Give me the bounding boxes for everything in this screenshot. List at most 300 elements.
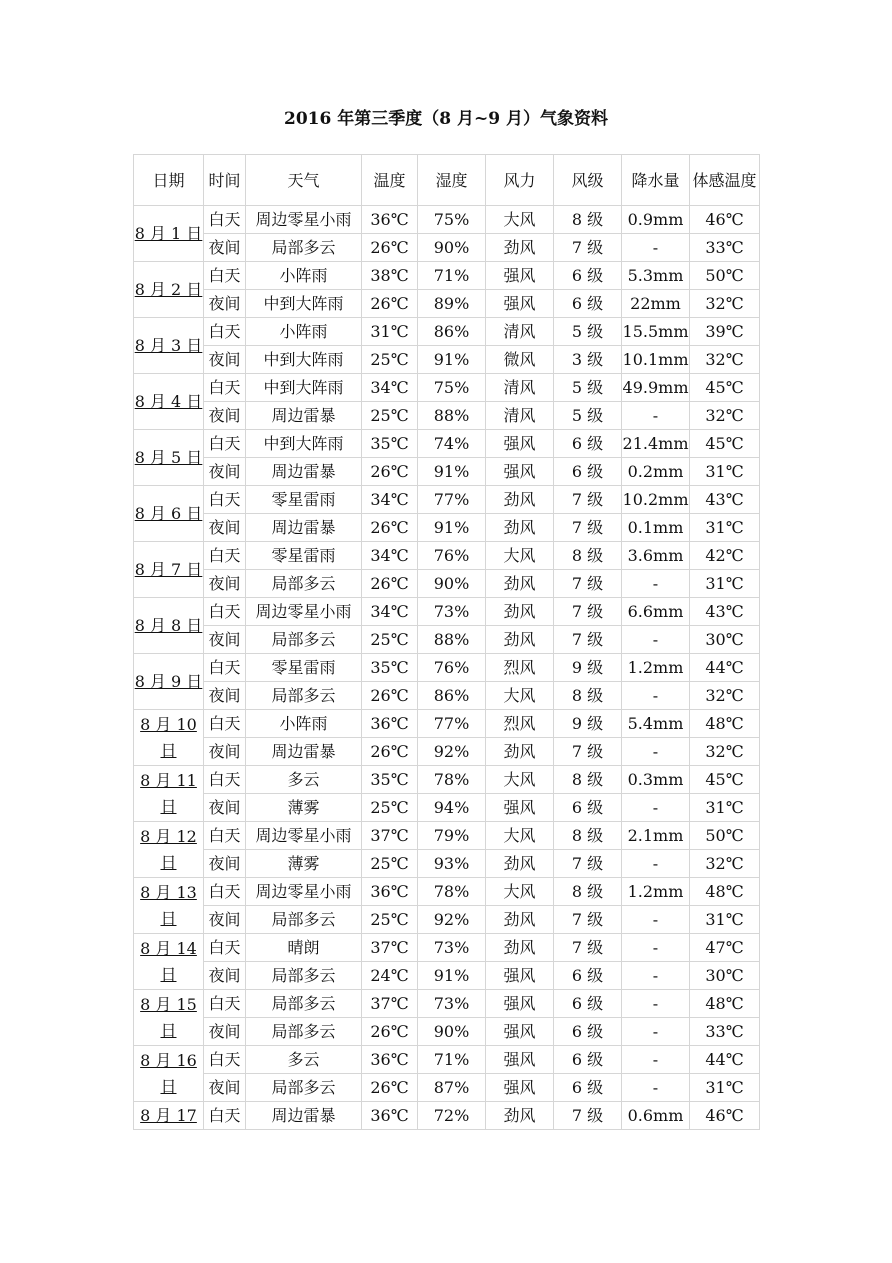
header-temperature: 温度 <box>362 155 418 206</box>
humidity-cell: 78% <box>418 878 486 906</box>
time-cell: 白天 <box>204 990 246 1018</box>
table-row <box>134 906 760 934</box>
temperature-cell: 37℃ <box>362 822 418 850</box>
header-feels-like: 体感温度 <box>690 155 760 206</box>
table-row <box>134 850 760 878</box>
wind-cell: 大风 <box>486 542 554 570</box>
time-cell: 白天 <box>204 1102 246 1130</box>
precipitation-cell: - <box>622 990 690 1018</box>
temperature-cell: 25℃ <box>362 402 418 430</box>
feels-like-cell: 43℃ <box>690 486 760 514</box>
feels-like-cell: 32℃ <box>690 682 760 710</box>
humidity-cell: 93% <box>418 850 486 878</box>
humidity-cell: 79% <box>418 822 486 850</box>
date-link[interactable]: 8 月 2 日 <box>134 279 203 299</box>
date-cell <box>134 654 204 710</box>
date-link[interactable]: 8 月 10 日 <box>140 714 197 760</box>
temperature-cell: 25℃ <box>362 850 418 878</box>
feels-like-cell: 33℃ <box>690 1018 760 1046</box>
wind-cell: 劲风 <box>486 598 554 626</box>
date-link[interactable]: 8 月 9 日 <box>134 671 203 691</box>
time-cell: 夜间 <box>204 850 246 878</box>
time-cell: 白天 <box>204 374 246 402</box>
date-cell <box>134 1102 204 1130</box>
feels-like-cell: 31℃ <box>690 1074 760 1102</box>
date-cell <box>134 374 204 430</box>
time-cell: 白天 <box>204 262 246 290</box>
wind-level-cell: 8 级 <box>554 542 622 570</box>
precipitation-cell: - <box>622 962 690 990</box>
wind-level-cell: 9 级 <box>554 710 622 738</box>
table-row <box>134 486 760 514</box>
wind-cell: 大风 <box>486 682 554 710</box>
temperature-cell: 25℃ <box>362 626 418 654</box>
wind-level-cell: 6 级 <box>554 458 622 486</box>
precipitation-cell: 0.3mm <box>622 766 690 794</box>
date-cell <box>134 318 204 374</box>
temperature-cell: 37℃ <box>362 934 418 962</box>
header-humidity: 湿度 <box>418 155 486 206</box>
weather-cell: 局部多云 <box>246 682 362 710</box>
humidity-cell: 71% <box>418 262 486 290</box>
table-row <box>134 794 760 822</box>
weather-cell: 周边零星小雨 <box>246 206 362 234</box>
precipitation-cell: 0.2mm <box>622 458 690 486</box>
weather-cell: 局部多云 <box>246 234 362 262</box>
date-cell <box>134 262 204 318</box>
temperature-cell: 26℃ <box>362 682 418 710</box>
feels-like-cell: 31℃ <box>690 514 760 542</box>
feels-like-cell: 47℃ <box>690 934 760 962</box>
humidity-cell: 76% <box>418 654 486 682</box>
table-row <box>134 318 760 346</box>
wind-cell: 清风 <box>486 402 554 430</box>
date-cell <box>134 710 204 766</box>
date-link[interactable]: 8 月 13 日 <box>140 882 197 928</box>
humidity-cell: 91% <box>418 514 486 542</box>
wind-level-cell: 8 级 <box>554 822 622 850</box>
temperature-cell: 25℃ <box>362 346 418 374</box>
time-cell: 夜间 <box>204 682 246 710</box>
temperature-cell: 25℃ <box>362 794 418 822</box>
temperature-cell: 36℃ <box>362 206 418 234</box>
weather-cell: 周边零星小雨 <box>246 878 362 906</box>
temperature-cell: 25℃ <box>362 906 418 934</box>
time-cell: 白天 <box>204 486 246 514</box>
precipitation-cell: 6.6mm <box>622 598 690 626</box>
humidity-cell: 90% <box>418 1018 486 1046</box>
precipitation-cell: - <box>622 1046 690 1074</box>
wind-level-cell: 9 级 <box>554 654 622 682</box>
time-cell: 夜间 <box>204 458 246 486</box>
feels-like-cell: 45℃ <box>690 374 760 402</box>
wind-level-cell: 7 级 <box>554 234 622 262</box>
wind-level-cell: 6 级 <box>554 1074 622 1102</box>
time-cell: 白天 <box>204 318 246 346</box>
header-wind: 风力 <box>486 155 554 206</box>
temperature-cell: 38℃ <box>362 262 418 290</box>
table-row <box>134 766 760 794</box>
table-row <box>134 1102 760 1130</box>
document-title: 2016 年第三季度（8 月~9 月）气象资料 <box>284 109 608 129</box>
wind-cell: 强风 <box>486 1074 554 1102</box>
date-link[interactable]: 8 月 1 日 <box>134 223 203 243</box>
time-cell: 白天 <box>204 430 246 458</box>
time-cell: 白天 <box>204 934 246 962</box>
date-cell <box>134 542 204 598</box>
temperature-cell: 34℃ <box>362 374 418 402</box>
precipitation-cell: - <box>622 1074 690 1102</box>
temperature-cell: 36℃ <box>362 1046 418 1074</box>
weather-table <box>133 154 760 1130</box>
temperature-cell: 24℃ <box>362 962 418 990</box>
feels-like-cell: 31℃ <box>690 458 760 486</box>
feels-like-cell: 48℃ <box>690 710 760 738</box>
weather-cell: 薄雾 <box>246 850 362 878</box>
temperature-cell: 37℃ <box>362 990 418 1018</box>
precipitation-cell: - <box>622 626 690 654</box>
wind-cell: 劲风 <box>486 234 554 262</box>
weather-cell: 局部多云 <box>246 1018 362 1046</box>
weather-cell: 中到大阵雨 <box>246 430 362 458</box>
wind-cell: 强风 <box>486 458 554 486</box>
feels-like-cell: 32℃ <box>690 850 760 878</box>
table-row <box>134 934 760 962</box>
time-cell: 夜间 <box>204 1018 246 1046</box>
humidity-cell: 77% <box>418 710 486 738</box>
temperature-cell: 31℃ <box>362 318 418 346</box>
time-cell: 夜间 <box>204 402 246 430</box>
weather-cell: 小阵雨 <box>246 710 362 738</box>
wind-cell: 劲风 <box>486 486 554 514</box>
date-link[interactable]: 8 月 5 日 <box>134 447 203 467</box>
time-cell: 夜间 <box>204 290 246 318</box>
table-row <box>134 962 760 990</box>
header-precipitation: 降水量 <box>622 155 690 206</box>
table-row <box>134 990 760 1018</box>
date-cell <box>134 822 204 878</box>
temperature-cell: 26℃ <box>362 570 418 598</box>
wind-cell: 大风 <box>486 766 554 794</box>
weather-cell: 局部多云 <box>246 990 362 1018</box>
temperature-cell: 36℃ <box>362 878 418 906</box>
time-cell: 夜间 <box>204 794 246 822</box>
time-cell: 夜间 <box>204 1074 246 1102</box>
weather-cell: 周边雷暴 <box>246 514 362 542</box>
humidity-cell: 92% <box>418 906 486 934</box>
wind-cell: 劲风 <box>486 626 554 654</box>
wind-level-cell: 6 级 <box>554 262 622 290</box>
humidity-cell: 91% <box>418 346 486 374</box>
feels-like-cell: 32℃ <box>690 290 760 318</box>
wind-cell: 强风 <box>486 430 554 458</box>
table-row <box>134 206 760 234</box>
table-row <box>134 262 760 290</box>
date-cell <box>134 598 204 654</box>
header-row <box>134 155 760 206</box>
weather-cell: 周边雷暴 <box>246 402 362 430</box>
weather-cell: 零星雷雨 <box>246 654 362 682</box>
feels-like-cell: 48℃ <box>690 878 760 906</box>
weather-cell: 小阵雨 <box>246 318 362 346</box>
wind-cell: 烈风 <box>486 654 554 682</box>
precipitation-cell: - <box>622 738 690 766</box>
wind-level-cell: 7 级 <box>554 514 622 542</box>
precipitation-cell: 2.1mm <box>622 822 690 850</box>
wind-level-cell: 5 级 <box>554 374 622 402</box>
wind-cell: 大风 <box>486 206 554 234</box>
table-row <box>134 234 760 262</box>
humidity-cell: 73% <box>418 598 486 626</box>
date-link[interactable]: 8 月 12 日 <box>140 826 197 872</box>
weather-cell: 局部多云 <box>246 906 362 934</box>
weather-cell: 周边雷暴 <box>246 738 362 766</box>
date-cell <box>134 878 204 934</box>
table-row <box>134 1018 760 1046</box>
wind-level-cell: 6 级 <box>554 1018 622 1046</box>
feels-like-cell: 30℃ <box>690 626 760 654</box>
wind-level-cell: 6 级 <box>554 990 622 1018</box>
wind-level-cell: 7 级 <box>554 570 622 598</box>
wind-cell: 强风 <box>486 1018 554 1046</box>
weather-cell: 多云 <box>246 1046 362 1074</box>
precipitation-cell: 1.2mm <box>622 878 690 906</box>
table-row <box>134 822 760 850</box>
date-link[interactable]: 8 月 17 <box>140 1105 197 1125</box>
table-row <box>134 346 760 374</box>
feels-like-cell: 46℃ <box>690 206 760 234</box>
humidity-cell: 74% <box>418 430 486 458</box>
weather-cell: 晴朗 <box>246 934 362 962</box>
humidity-cell: 72% <box>418 1102 486 1130</box>
wind-level-cell: 6 级 <box>554 1046 622 1074</box>
weather-cell: 中到大阵雨 <box>246 290 362 318</box>
weather-cell: 局部多云 <box>246 626 362 654</box>
precipitation-cell: 22mm <box>622 290 690 318</box>
temperature-cell: 34℃ <box>362 598 418 626</box>
feels-like-cell: 31℃ <box>690 794 760 822</box>
wind-cell: 强风 <box>486 990 554 1018</box>
wind-cell: 微风 <box>486 346 554 374</box>
weather-cell: 薄雾 <box>246 794 362 822</box>
feels-like-cell: 45℃ <box>690 766 760 794</box>
temperature-cell: 34℃ <box>362 542 418 570</box>
precipitation-cell: - <box>622 794 690 822</box>
wind-cell: 清风 <box>486 318 554 346</box>
date-link[interactable]: 8 月 7 日 <box>134 559 203 579</box>
wind-level-cell: 7 级 <box>554 906 622 934</box>
table-row <box>134 626 760 654</box>
table-row <box>134 458 760 486</box>
weather-cell: 中到大阵雨 <box>246 374 362 402</box>
header-time: 时间 <box>204 155 246 206</box>
precipitation-cell: 0.1mm <box>622 514 690 542</box>
date-link[interactable]: 8 月 16 日 <box>140 1050 197 1096</box>
wind-level-cell: 8 级 <box>554 878 622 906</box>
humidity-cell: 71% <box>418 1046 486 1074</box>
date-link[interactable]: 8 月 11 日 <box>140 770 197 816</box>
table-row <box>134 374 760 402</box>
precipitation-cell: - <box>622 1018 690 1046</box>
feels-like-cell: 48℃ <box>690 990 760 1018</box>
wind-cell: 强风 <box>486 794 554 822</box>
wind-level-cell: 6 级 <box>554 430 622 458</box>
wind-level-cell: 7 级 <box>554 738 622 766</box>
time-cell: 白天 <box>204 598 246 626</box>
temperature-cell: 26℃ <box>362 234 418 262</box>
date-cell <box>134 766 204 822</box>
temperature-cell: 26℃ <box>362 738 418 766</box>
weather-cell: 小阵雨 <box>246 262 362 290</box>
humidity-cell: 94% <box>418 794 486 822</box>
wind-cell: 强风 <box>486 1046 554 1074</box>
time-cell: 白天 <box>204 1046 246 1074</box>
wind-level-cell: 3 级 <box>554 346 622 374</box>
time-cell: 夜间 <box>204 626 246 654</box>
table-row <box>134 1074 760 1102</box>
wind-cell: 劲风 <box>486 906 554 934</box>
time-cell: 白天 <box>204 654 246 682</box>
wind-cell: 强风 <box>486 962 554 990</box>
table-row <box>134 1046 760 1074</box>
table-row <box>134 710 760 738</box>
header-wind-level: 风级 <box>554 155 622 206</box>
table-row <box>134 542 760 570</box>
precipitation-cell: - <box>622 682 690 710</box>
table-row <box>134 682 760 710</box>
feels-like-cell: 32℃ <box>690 346 760 374</box>
time-cell: 夜间 <box>204 234 246 262</box>
precipitation-cell: 3.6mm <box>622 542 690 570</box>
date-cell <box>134 486 204 542</box>
wind-cell: 劲风 <box>486 514 554 542</box>
precipitation-cell: - <box>622 570 690 598</box>
humidity-cell: 88% <box>418 402 486 430</box>
temperature-cell: 26℃ <box>362 1074 418 1102</box>
date-cell <box>134 934 204 990</box>
weather-cell: 局部多云 <box>246 1074 362 1102</box>
precipitation-cell: 5.4mm <box>622 710 690 738</box>
feels-like-cell: 32℃ <box>690 738 760 766</box>
wind-cell: 烈风 <box>486 710 554 738</box>
weather-cell: 周边零星小雨 <box>246 598 362 626</box>
feels-like-cell: 42℃ <box>690 542 760 570</box>
weather-cell: 周边雷暴 <box>246 458 362 486</box>
temperature-cell: 26℃ <box>362 458 418 486</box>
humidity-cell: 86% <box>418 318 486 346</box>
table-row <box>134 598 760 626</box>
temperature-cell: 35℃ <box>362 430 418 458</box>
date-cell <box>134 1046 204 1102</box>
date-cell <box>134 430 204 486</box>
wind-cell: 劲风 <box>486 1102 554 1130</box>
time-cell: 夜间 <box>204 738 246 766</box>
precipitation-cell: - <box>622 906 690 934</box>
wind-cell: 强风 <box>486 290 554 318</box>
table-body <box>134 206 760 1130</box>
temperature-cell: 26℃ <box>362 1018 418 1046</box>
wind-level-cell: 7 级 <box>554 486 622 514</box>
wind-level-cell: 7 级 <box>554 934 622 962</box>
table-row <box>134 654 760 682</box>
wind-cell: 劲风 <box>486 850 554 878</box>
weather-cell: 零星雷雨 <box>246 542 362 570</box>
temperature-cell: 26℃ <box>362 290 418 318</box>
wind-level-cell: 7 级 <box>554 1102 622 1130</box>
time-cell: 夜间 <box>204 906 246 934</box>
temperature-cell: 36℃ <box>362 1102 418 1130</box>
time-cell: 白天 <box>204 822 246 850</box>
time-cell: 夜间 <box>204 570 246 598</box>
wind-level-cell: 8 级 <box>554 682 622 710</box>
feels-like-cell: 39℃ <box>690 318 760 346</box>
wind-cell: 劲风 <box>486 934 554 962</box>
date-link[interactable]: 8 月 14 日 <box>140 938 197 984</box>
weather-cell: 多云 <box>246 766 362 794</box>
temperature-cell: 35℃ <box>362 654 418 682</box>
humidity-cell: 87% <box>418 1074 486 1102</box>
date-link[interactable]: 8 月 3 日 <box>134 335 203 355</box>
date-link[interactable]: 8 月 6 日 <box>134 503 203 523</box>
wind-level-cell: 8 级 <box>554 766 622 794</box>
wind-cell: 强风 <box>486 262 554 290</box>
date-link[interactable]: 8 月 8 日 <box>134 615 203 635</box>
table-row <box>134 402 760 430</box>
feels-like-cell: 33℃ <box>690 234 760 262</box>
time-cell: 夜间 <box>204 514 246 542</box>
precipitation-cell: 10.1mm <box>622 346 690 374</box>
wind-level-cell: 7 级 <box>554 850 622 878</box>
precipitation-cell: - <box>622 850 690 878</box>
feels-like-cell: 50℃ <box>690 822 760 850</box>
humidity-cell: 73% <box>418 990 486 1018</box>
wind-cell: 清风 <box>486 374 554 402</box>
table-row <box>134 290 760 318</box>
time-cell: 白天 <box>204 766 246 794</box>
weather-cell: 周边雷暴 <box>246 1102 362 1130</box>
wind-level-cell: 5 级 <box>554 318 622 346</box>
table-row <box>134 570 760 598</box>
humidity-cell: 90% <box>418 234 486 262</box>
header-date: 日期 <box>134 155 204 206</box>
precipitation-cell: 15.5mm <box>622 318 690 346</box>
feels-like-cell: 43℃ <box>690 598 760 626</box>
precipitation-cell: 10.2mm <box>622 486 690 514</box>
wind-cell: 劲风 <box>486 738 554 766</box>
time-cell: 夜间 <box>204 962 246 990</box>
feels-like-cell: 44℃ <box>690 654 760 682</box>
humidity-cell: 75% <box>418 374 486 402</box>
time-cell: 白天 <box>204 878 246 906</box>
humidity-cell: 92% <box>418 738 486 766</box>
precipitation-cell: 49.9mm <box>622 374 690 402</box>
temperature-cell: 34℃ <box>362 486 418 514</box>
precipitation-cell: - <box>622 934 690 962</box>
date-cell <box>134 206 204 262</box>
temperature-cell: 26℃ <box>362 514 418 542</box>
wind-level-cell: 7 级 <box>554 626 622 654</box>
humidity-cell: 77% <box>418 486 486 514</box>
temperature-cell: 36℃ <box>362 710 418 738</box>
precipitation-cell: - <box>622 402 690 430</box>
humidity-cell: 75% <box>418 206 486 234</box>
feels-like-cell: 46℃ <box>690 1102 760 1130</box>
date-link[interactable]: 8 月 4 日 <box>134 391 203 411</box>
precipitation-cell: 0.9mm <box>622 206 690 234</box>
table-row <box>134 430 760 458</box>
date-link[interactable]: 8 月 15 日 <box>140 994 197 1040</box>
time-cell: 夜间 <box>204 346 246 374</box>
